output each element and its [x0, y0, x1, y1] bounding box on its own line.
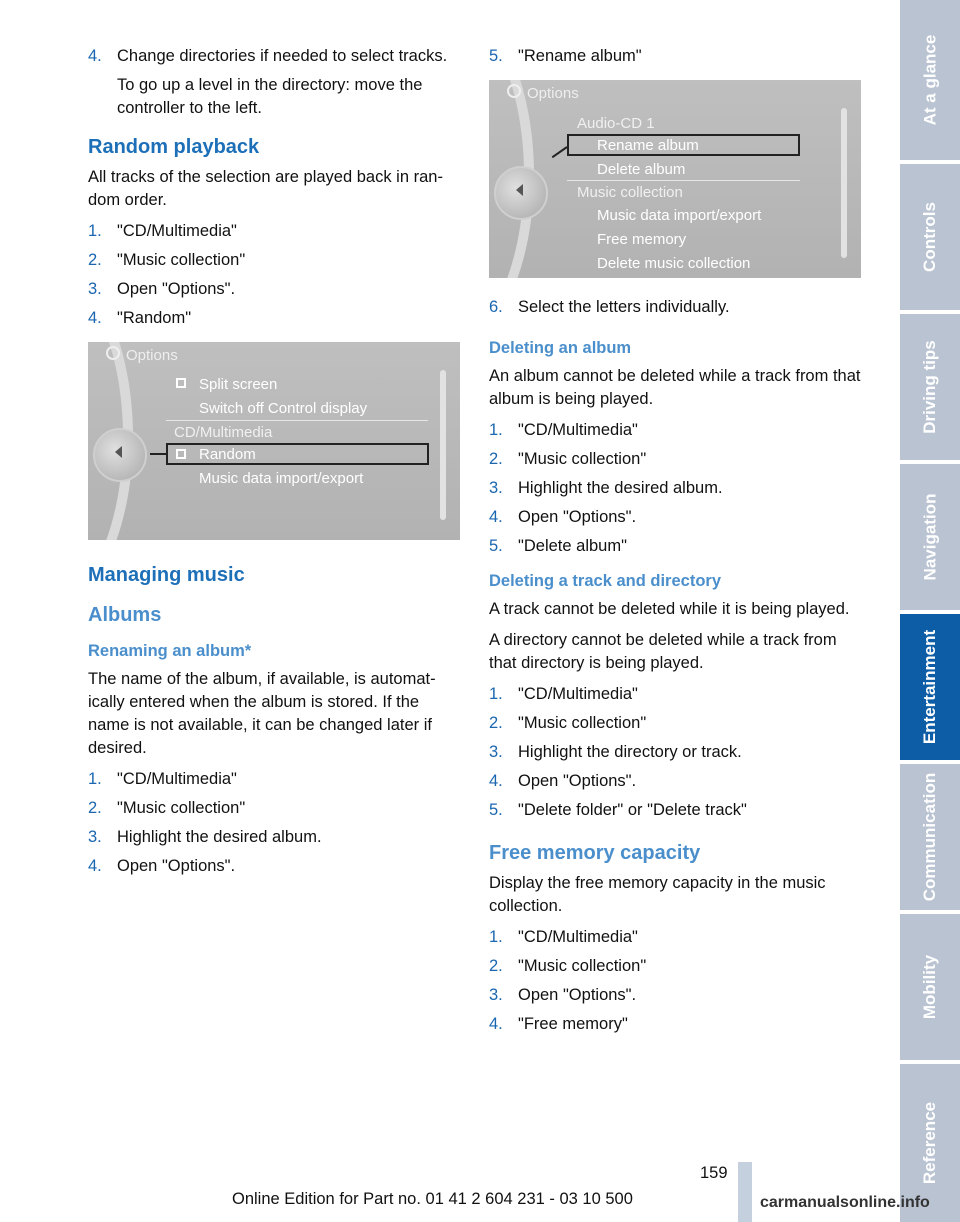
step-number: 1.: [88, 770, 102, 788]
step-number: 6.: [489, 298, 503, 316]
free-memory-intro: Display the free memory capacity in the music collection.: [489, 874, 826, 915]
list-item: [489, 535, 861, 558]
step-text: Open "Options".: [518, 508, 637, 526]
deleting-track-steps: [489, 683, 861, 822]
menu-item-selected: Rename album: [597, 137, 699, 154]
step-text: "Music collection": [518, 957, 647, 975]
deleting-track-intro: A track cannot be deleted while it is being played.: [489, 600, 850, 618]
step-number: 2.: [88, 251, 102, 269]
step-number: 3.: [489, 479, 503, 497]
list-item: [88, 768, 460, 791]
tab-label: At a glance: [920, 34, 940, 126]
renaming-steps: [88, 768, 460, 878]
selection-pointer: [150, 453, 166, 455]
list-item: [88, 278, 460, 301]
tab-label: Controls: [920, 202, 940, 272]
tab-label: Mobility: [920, 954, 939, 1020]
section-heading-random: Random playback: [88, 136, 260, 158]
left-arrow-icon: [516, 184, 523, 196]
list-item: [489, 296, 861, 319]
list-item: [489, 926, 861, 949]
list-item: [88, 45, 460, 120]
tab-label: Communication: [920, 772, 940, 902]
list-item: [489, 506, 861, 529]
menu-item-selected: Random: [199, 446, 256, 463]
step-text: "Music collection": [117, 799, 246, 817]
selection-pointer: [552, 146, 568, 158]
step-number: 2.: [489, 714, 503, 732]
menu-item: Delete music collection: [597, 255, 751, 272]
right-column: [489, 45, 861, 1046]
deleting-album-intro: An album cannot be deleted while a track from that album is being played.: [489, 367, 861, 408]
scrollbar: [841, 108, 847, 258]
step-number: 3.: [88, 828, 102, 846]
list-item: [88, 797, 460, 820]
step-text: Open "Options".: [518, 986, 637, 1004]
step-text: "Music collection": [518, 714, 647, 732]
step-number: 3.: [88, 280, 102, 298]
step-number: 4.: [489, 508, 503, 526]
section-heading-managing: Managing music: [88, 564, 245, 586]
tab-mobility[interactable]: [900, 914, 960, 1060]
subsection-heading-deleting-track: Deleting a track and directory: [489, 572, 721, 590]
step-text: "Music collection": [117, 251, 246, 269]
step-text: "Music collection": [518, 450, 647, 468]
tab-communication[interactable]: [900, 764, 960, 910]
tab-label: Reference: [920, 1101, 939, 1185]
step-number: 5.: [489, 801, 503, 819]
list-item: [489, 1013, 861, 1036]
tab-at-a-glance[interactable]: [900, 0, 960, 160]
step-number: 1.: [88, 222, 102, 240]
step-number: 1.: [489, 421, 503, 439]
step-text: "CD/Multimedia": [518, 421, 638, 439]
menu-item: Music data import/export: [597, 207, 762, 224]
step-text: Open "Options".: [518, 772, 637, 790]
menu-section: Music collection: [577, 184, 683, 201]
list-item: [489, 799, 861, 822]
step-number: 4.: [489, 1015, 503, 1033]
menu-item: Delete album: [597, 161, 686, 178]
step-number: 1.: [489, 928, 503, 946]
edition-footer: Online Edition for Part no. 01 41 2 604 231 - 03 10 500: [232, 1190, 633, 1208]
list-item: [88, 249, 460, 272]
renaming-intro: The name of the album, if available, is automatically entered when the album is stored. If the name is not available, it can be changed later if desired.: [88, 670, 436, 757]
scrollbar: [440, 370, 446, 520]
deleting-directory-intro: A directory cannot be deleted while a track from that directory is being played.: [489, 631, 837, 672]
subsection-heading-deleting-album: Deleting an album: [489, 339, 632, 357]
page-marker: [738, 1162, 752, 1222]
menu-item: Switch off Control display: [199, 400, 368, 417]
step-number: 4.: [489, 772, 503, 790]
list-item: [489, 419, 861, 442]
menu-section: Audio-CD 1: [577, 115, 655, 132]
screen-header: Options: [126, 347, 178, 364]
step-number: 5.: [489, 47, 503, 65]
random-intro: All tracks of the selection are played back in random order.: [88, 168, 443, 209]
list-item: [489, 984, 861, 1007]
left-arrow-icon: [115, 446, 122, 458]
step-text: Open "Options".: [117, 280, 236, 298]
tab-label: Driving tips: [920, 340, 940, 434]
step-number: 3.: [489, 743, 503, 761]
section-heading-free-memory: Free memory capacity: [489, 842, 701, 864]
step-number: 4.: [88, 309, 102, 327]
step-text: "Delete folder" or "Delete track": [518, 801, 747, 819]
menu-section: CD/Multimedia: [174, 424, 273, 441]
list-item: [489, 770, 861, 793]
list-item: [489, 741, 861, 764]
random-steps: [88, 220, 460, 330]
step-text: "CD/Multimedia": [117, 770, 237, 788]
step-number: 4.: [88, 857, 102, 875]
tab-label: Navigation: [920, 493, 939, 581]
list-item: [489, 955, 861, 978]
idrive-screenshot-random: [88, 342, 460, 540]
tab-navigation[interactable]: [900, 464, 960, 610]
tab-label: Entertainment: [920, 629, 940, 745]
page-number: 159: [700, 1164, 728, 1182]
list-item: [489, 448, 861, 471]
step-text: "Free memory": [518, 1015, 628, 1033]
menu-item: Split screen: [199, 376, 278, 393]
subsection-heading-renaming: Renaming an album*: [88, 642, 252, 660]
step-text: "Delete album": [518, 537, 627, 555]
deleting-album-steps: [489, 419, 861, 558]
step-number: 2.: [88, 799, 102, 817]
menu-item: Music data import/export: [199, 470, 364, 487]
tab-driving-tips[interactable]: [900, 314, 960, 460]
list-item: [88, 220, 460, 243]
step-number: 3.: [489, 986, 503, 1004]
step-text: Select the letters individually.: [518, 298, 730, 316]
step-number: 2.: [489, 450, 503, 468]
checkbox-icon: [176, 449, 186, 459]
step-number: 4.: [88, 47, 102, 65]
options-icon: [507, 84, 521, 98]
step-text: Change directories if needed to select tracks.: [117, 47, 448, 65]
watermark: carmanualsonline.info: [760, 1194, 930, 1211]
step-text: Highlight the desired album.: [518, 479, 723, 497]
step-text: Highlight the directory or track.: [518, 743, 742, 761]
step-number: 1.: [489, 685, 503, 703]
chapter-sidebar: [900, 0, 960, 1222]
step-text: "Random": [117, 309, 192, 327]
checkbox-icon: [176, 378, 186, 388]
idrive-screenshot-rename: [489, 80, 861, 278]
list-item: [88, 855, 460, 878]
left-column: [88, 45, 460, 888]
options-icon: [106, 346, 120, 360]
list-item: [489, 45, 861, 68]
step-number: 2.: [489, 957, 503, 975]
list-item: [88, 826, 460, 849]
step-text: "Rename album": [518, 47, 642, 65]
step-text: Highlight the desired album.: [117, 828, 322, 846]
step-subtext: To go up a level in the directory: move the controller to the left.: [117, 76, 423, 117]
step-number: 5.: [489, 537, 503, 555]
list-item: [489, 712, 861, 735]
list-item: [489, 477, 861, 500]
tab-entertainment[interactable]: [900, 614, 960, 760]
step-text: "CD/Multimedia": [518, 685, 638, 703]
screen-header: Options: [527, 85, 579, 102]
list-item: [489, 683, 861, 706]
tab-controls[interactable]: [900, 164, 960, 310]
list-item: [88, 307, 460, 330]
step-text: Open "Options".: [117, 857, 236, 875]
section-heading-albums: Albums: [88, 604, 162, 626]
free-memory-steps: [489, 926, 861, 1036]
step-text: "CD/Multimedia": [117, 222, 237, 240]
menu-item: Free memory: [597, 231, 687, 248]
step-text: "CD/Multimedia": [518, 928, 638, 946]
